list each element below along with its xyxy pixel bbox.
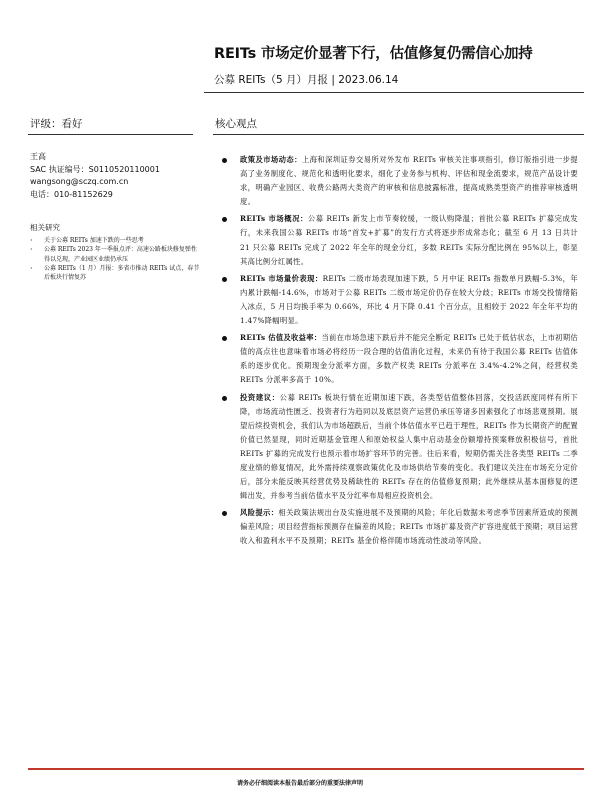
core-views-list (214, 153, 578, 552)
report-subtitle: 公募 REITs（5 月）月报 | 2023.06.14 (214, 74, 399, 86)
bullet-label: REITs 市场量价表现： (240, 273, 323, 283)
author-name: 王高 (30, 152, 46, 161)
core-views-heading: 核心观点 (215, 118, 257, 130)
author-info (30, 151, 200, 201)
bullet-label: 风险提示： (240, 508, 279, 518)
bullet-label: 政策及市场动态： (240, 155, 302, 164)
related-item[interactable]: · 公募 REITs 2023 年一季报点评：高速公路板块修复弹性得以兑现，产业园区业绩仍承压 (30, 245, 202, 264)
author-license: SAC 执证编号：S0110520110001 (30, 164, 160, 174)
rating-label: 评级：看好 (30, 118, 83, 130)
bullet-valuation (214, 331, 578, 387)
left-divider (28, 134, 193, 135)
bullet-text: 公募 REITs 板块行情在近期加速下跌，各类型估值整体回落，交投活跃度同样有所下降，市场流动性匮乏、投资者行为趋同以及底层资产运营仍承压等诸多因素强化了市场悲观预期。展望后续投资机会，我们认为市场超跌后，当前个体估值水平已趋于理性，REITs 作为长期资产的配置价值已然显现，同时近期基金管理人和原始权益人集中启动基金份额增持预案释放积极信号，首批 REITs 扩募的完成发行也预示着市场扩容环节的完善。往后来看，短期仍需关注各类型 REITs 二季度业绩的修复情况，此外需持续观察政策优化及市场供给节奏的变化。我们建议关注在市场充分定价后，部分未能反映其经营优势及稀缺性的 REITs 存在的估值修复预期；此外继续从基本面修复的逻辑出发，并参考当前估值水平及分红率布局相应投资机会。 (240, 392, 578, 501)
header-divider (204, 92, 584, 93)
related-research-list (30, 236, 202, 282)
bullet-label: 投资建议： (240, 392, 280, 402)
related-research-heading: 相关研究 (30, 223, 60, 232)
bullet-text: 相关政策法规出台及实施进展不及预期的风险；年化后数据未考虑季节因素所造成的预测偏差风险；项目经营指标预测存在偏差的风险；REITs 市场扩募及资产扩容进度低于预期；项目运营收入和盈利水平不及预期；REITs 基金价格伴随市场流动性波动等风险。 (240, 508, 578, 546)
bullet-label: REITs 市场概况： (240, 214, 308, 224)
bullet-text: 上海和深圳证券交易所对外发布 REITs 审核关注事项指引，修订版指引进一步提高了业务制度化、规范化和透明化要求，细化了业务参与机构、评估和现金流要求，规范产品设计要求，明确产业园区、收费公路两大类资产的审核和信息披露标准，提高成熟类型资产的推荐审核透明度。 (240, 155, 578, 207)
bullet-label: REITs 估值及收益率： (240, 333, 322, 343)
bullet-policy (214, 153, 578, 209)
bullet-investment-advice (214, 391, 578, 504)
bullet-text: REITs 二级市场表现加速下跌，5 月中证 REITs 指数单月跌幅-5.3%，年内累计跌幅-14.6%，市场对于公募 REITs 二级市场定价仍存在较大分歧；REITs 市场交投情绪陷入冰点，5 月日均换手率为 0.66%，环比 4 月下降 0.41 个百分点，且相较于 2022 年全年平均的 1.47%降幅明显。 (240, 273, 578, 326)
right-divider (213, 134, 584, 135)
bullet-text: 公募 REITs 新发上市节奏较缓，一级认购降温；首批公募 REITs 扩募完成发行，未来我国公募 REITs 市场“首发+扩募”的发行方式将逐步形成常态化；截至 6 月 13 日共计 21 只公募 REITs 完成了 2022 年全年的现金分红，多数 REITs 实际分配比例在 95%以上，彰显其高比例分红属性。 (240, 214, 578, 266)
bullet-text: 当前在市场急速下跌后并不能完全断定 REITs 已处于低估状态，上市初期估值的高点往也意味着市场必将经历一段合理的估值消化过程，未来仍有待于我国公募 REITs 估值体系的逐步优化。预期现金分派率方面，多数产权类 REITs 分派率在 3.4%-4.2%之间，经营权类 REITs 分派率多高于 10%。 (240, 333, 578, 385)
legal-disclaimer: 请务必仔细阅读本报告最后部分的重要法律声明 (236, 780, 363, 787)
related-item[interactable]: · 公募 REITs（1 月）月报：多省市推动 REITs 试点，春节后板块行情复苏 (30, 264, 202, 283)
author-email[interactable]: wangsong@sczq.com.cn (30, 177, 129, 186)
related-item[interactable]: · 关于公募 REITs 加速下跌的一些思考 (30, 236, 202, 245)
bullet-market-overview (214, 212, 578, 268)
report-title: REITs 市场定价显著下行，估值修复仍需信心加持 (214, 46, 533, 62)
author-phone: 电话：010-81152629 (30, 189, 113, 199)
footer-divider (28, 768, 584, 770)
bullet-risk-warning (214, 506, 578, 548)
bullet-price-volume (214, 272, 578, 328)
